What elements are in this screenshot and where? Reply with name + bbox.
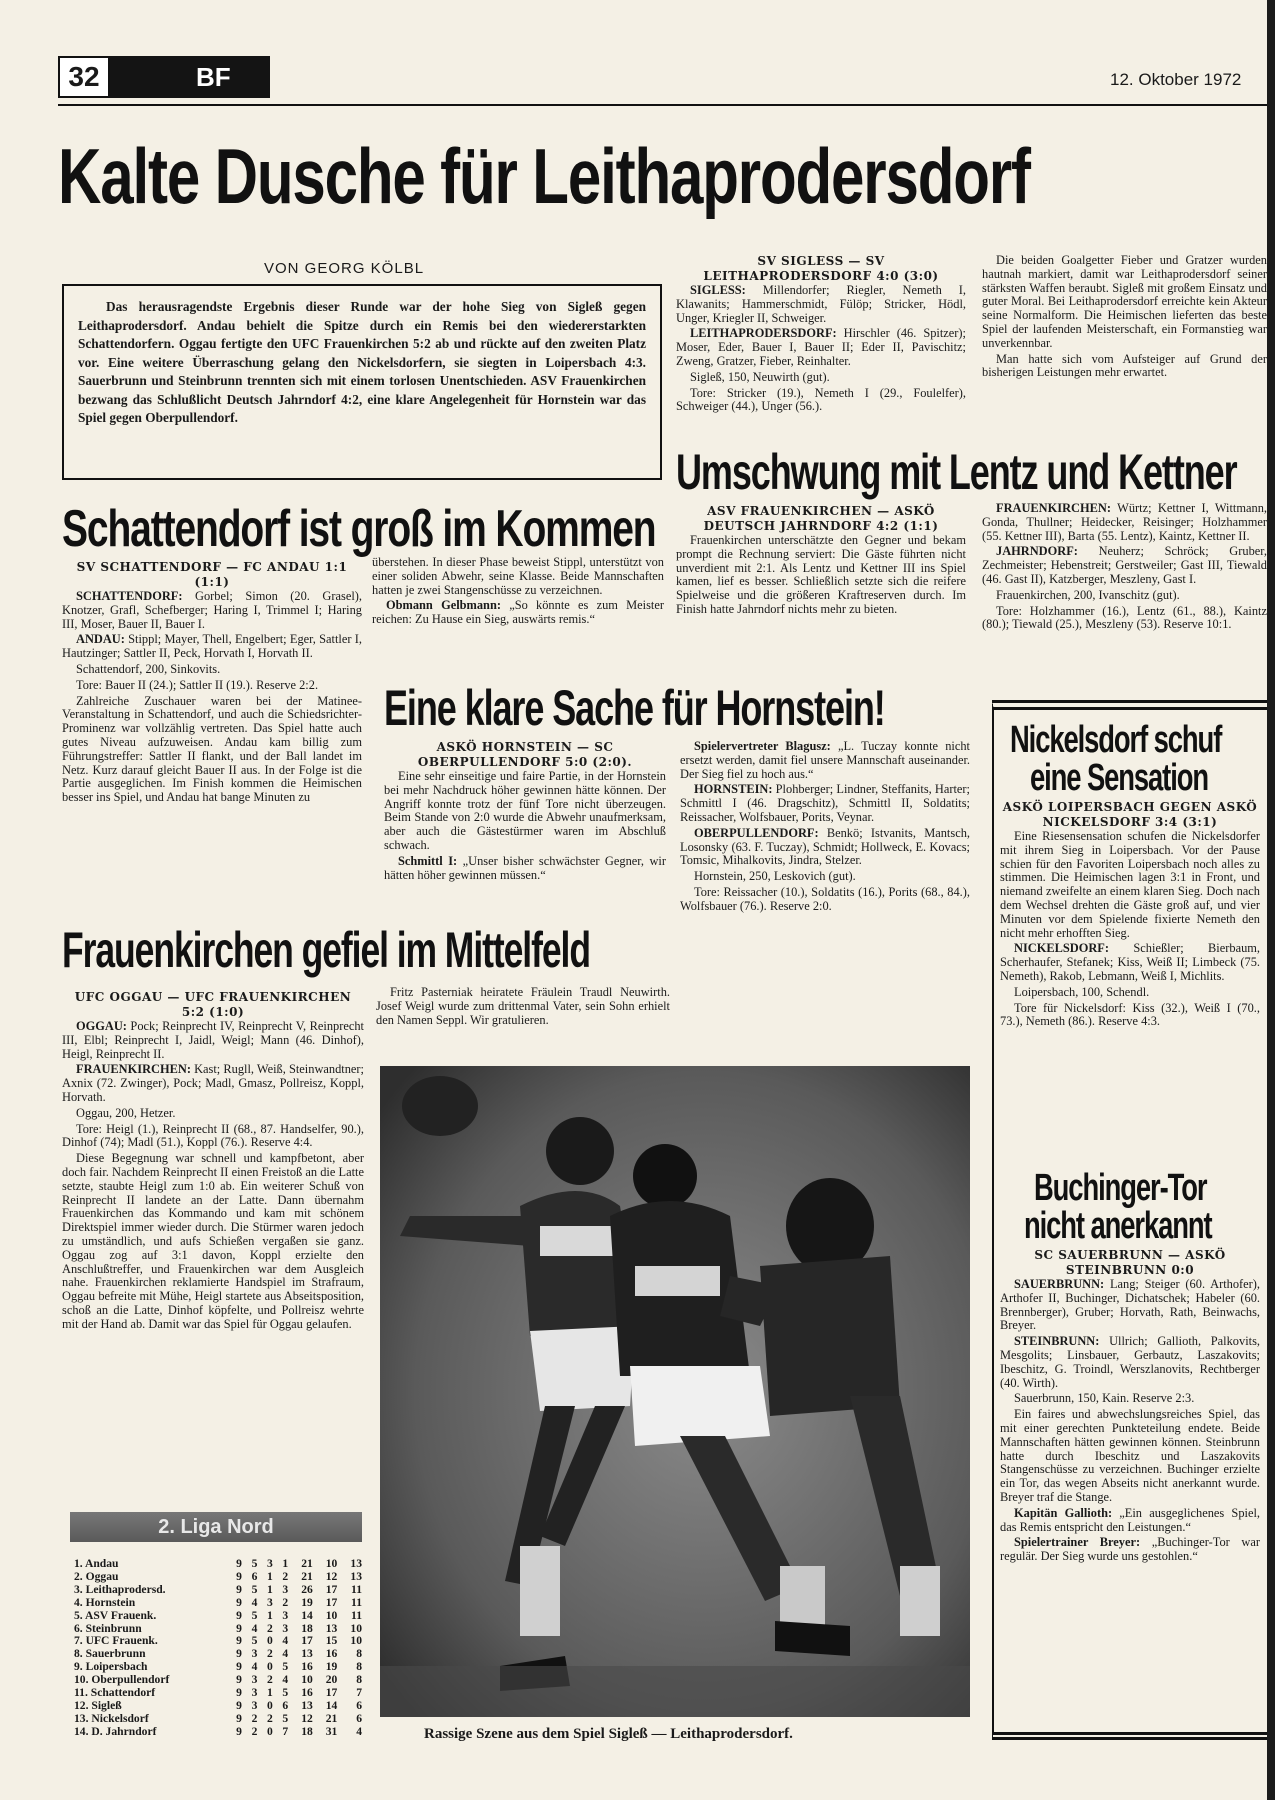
standings-team: 2. Oggau: [74, 1569, 119, 1583]
standings-value: 5: [251, 1582, 258, 1596]
standings-value: 0: [267, 1634, 273, 1648]
standings-title: 2. Liga Nord: [70, 1512, 362, 1542]
standings-value: 10: [350, 1621, 362, 1635]
standings-value: 2: [282, 1569, 289, 1583]
venue-line: Loipersbach, 100, Schendl.: [1014, 984, 1150, 999]
standings-value: 6: [356, 1698, 362, 1712]
standings-value: 11: [351, 1582, 362, 1596]
oggau-report-cont: [376, 986, 670, 1029]
standings-row: [72, 1597, 364, 1610]
team-label: LEITHAPRODERSDORF:: [690, 326, 837, 341]
main-headline: Kalte Dusche für Leithaprodersdorf: [58, 132, 1030, 220]
byline: VON GEORG KÖLBL: [264, 260, 425, 277]
body-text: Frauenkirchen unterschätzte den Gegner und bekam prompt die Rechnung serviert: Die Gäste führten nicht unverdient mit 2:1. Als Lentz und Kettner III ins Spiel kamen, lief es besser. Schließlich setzte sich die reifere Spielweise und die größeren Kraftreserven durch. Im Finish hatte Jahrndorf nichts mehr zu bieten.: [676, 533, 966, 616]
match-header: ASV FRAUENKIRCHEN — ASKÖ DEUTSCH JAHRNDORF 4:2 (1:1): [703, 504, 939, 533]
venue-line: Hornstein, 250, Leskovich (gut).: [694, 869, 856, 884]
intro-box: Das herausragendste Ergebnis dieser Runde war der hohe Sieg von Sigleß gegen Leithaprodersdorf. Andau behielt die Spitze durch ein Remis bei den wiedererstarkten Schattendorfern. Oggau fertigte den UFC Frauenkirchen 5:2 ab und rückte auf den zweiten Platz vor. Eine weitere Überraschung gelang den Nickelsdorfern, sie siegten in Loipersbach 4:3. Sauerbrunn und Steinbrunn trennten sich mit einem torlosen Unentschieden. ASV Frauenkirchen bezwang das Schlußlicht Deutsch Jahrndorf 4:2, eine klare Angelegenheit für Hornstein war das Spiel gegen Oberpullendorf.: [62, 284, 662, 480]
lineup-text: Lang; Steiger (60. Arthofer), Arthofer II, Buchinger, Dichatschek; Habeler (60. Brennberger), Gruber; Horvath, Rath, Beinwachs, Breyer.: [1000, 1277, 1260, 1333]
standings-value: 14: [301, 1608, 313, 1622]
schattendorf-report: [62, 560, 362, 807]
standings-value: 17: [325, 1686, 338, 1700]
sigless-report-cont: [982, 254, 1267, 382]
standings-value: 8: [356, 1660, 362, 1674]
quote-speaker: Spielervertreter Blagusz:: [694, 739, 831, 753]
standings-value: 9: [236, 1634, 242, 1648]
page-edge: [1267, 0, 1275, 1800]
standings-value: 16: [301, 1686, 313, 1700]
standings-value: 11: [351, 1595, 362, 1609]
standings-value: 6: [251, 1569, 258, 1583]
standings-team: 3. Leithaprodersd.: [74, 1582, 166, 1596]
standings-value: 4: [251, 1660, 258, 1674]
lineup-text: Gorbel; Simon (20. Grasel), Knotzer, Grafl, Schefberger; Haring I, Trimmel I; Haring III, Moser, Bauer II, Bauer I.: [62, 589, 362, 631]
quote-text: „L. Tuczay konnte nicht ersetzt werden, damit fiel unsere Mannschaft auseinander. Der Sieg fiel zu hoch aus.“: [680, 739, 970, 781]
standings-value: 16: [325, 1647, 338, 1661]
standings-value: 9: [236, 1698, 242, 1712]
standings-value: 9: [236, 1660, 242, 1674]
venue-line: Sigleß, 150, Neuwirth (gut).: [690, 369, 830, 384]
standings-value: 9: [236, 1595, 242, 1609]
standings-value: 19: [325, 1660, 338, 1674]
match-header: SC SAUERBRUNN — ASKÖ STEINBRUNN 0:0: [1034, 1248, 1226, 1277]
standings-row: [72, 1584, 364, 1597]
standings-value: 4: [356, 1724, 362, 1738]
team-label: ANDAU:: [76, 632, 125, 647]
standings-value: 9: [236, 1621, 242, 1635]
standings-row: [72, 1713, 364, 1726]
standings-value: 2: [267, 1647, 273, 1661]
standings-team: 12. Sigleß: [74, 1698, 122, 1712]
team-label: OBERPULLENDORF:: [694, 825, 819, 840]
standings-value: 13: [301, 1698, 313, 1712]
match-header: ASKÖ LOIPERSBACH GEGEN ASKÖ NICKELSDORF 3:4 (3:1): [1002, 800, 1258, 829]
hornstein-report-cont: [680, 740, 970, 916]
standings-value: 8: [356, 1647, 362, 1661]
standings-team: 8. Sauerbrunn: [74, 1647, 146, 1661]
standings-value: 2: [267, 1621, 273, 1635]
body-text: Eine Riesensensation schufen die Nickelsdorfer mit ihrem Sieg in Loipersbach. Vor der Pause schien für den Favoriten Loipersbach noch alles zu stimmen. Die Heimischen lagen 3:1 in Front, und niemand zweifelte an einem klaren Sieg. Doch nach dem Wechsel drehten die Gäste groß auf, und vier Minuten vor dem Spielende fixierte Nemeth den nicht mehr erhofften Sieg.: [1000, 829, 1260, 940]
standings-team: 5. ASV Frauenk.: [74, 1608, 157, 1622]
match-header: ASKÖ HORNSTEIN — SC OBERPULLENDORF 5:0 (2:0).: [417, 740, 633, 769]
standings-value: 0: [267, 1660, 273, 1674]
standings-value: 8: [356, 1673, 362, 1687]
standings-value: 18: [301, 1724, 313, 1738]
standings-value: 0: [267, 1698, 273, 1712]
standings-value: 21: [301, 1557, 313, 1570]
standings-value: 10: [325, 1557, 338, 1570]
standings-value: 0: [267, 1724, 273, 1738]
standings-value: 17: [325, 1582, 338, 1596]
nickelsdorf-report: [1000, 800, 1260, 1031]
lineup-text: Stippl; Mayer, Thell, Engelbert; Eger, Sattler I, Hautzinger; Sattler II, Peck, Horvath I, Horvath II.: [62, 632, 362, 661]
match-header: SV SIGLESS — SV LEITHAPRODERSDORF 4:0 (3:0): [703, 254, 939, 283]
quote-speaker: Spielertrainer Breyer:: [1014, 1535, 1141, 1550]
body-text: Diese Begegnung war schnell und kampfbetont, aber doch fair. Nachdem Reinprecht II einen Freistoß an die Latte setzte, staubte Heigl zum 1:0 ab. Ein weiterer Schuß von Reinprecht II landete an der Latte. Dann übernahm Frauenkirchen das Kommando und kam mit schönem Direktspiel immer wieder durch. Die Stürmer waren jedoch zu umständlich, und aufs Schießen vergaßen sie ganz. Oggau zog auf 3:1 davon, Koppl erzielte den Anschlußtreffer, und Frauenkirchen war dem Ausgleich nahe. Frauenkirchen reklamierte Handspiel im Strafraum, Oggau befreite mit Mühe, Heigl startete aus Abseitsposition, schoß an die Latte, Dinhof köpfelte, und Pollreisz wehrte mit der Hand ab. Damit war das Spiel für Oggau gelaufen.: [62, 1151, 364, 1331]
standings-value: 26: [301, 1582, 313, 1596]
standings-value: 4: [282, 1634, 289, 1648]
standings-value: 13: [350, 1557, 362, 1570]
frauenkirchen-jahrndorf-lineups: [982, 502, 1267, 634]
standings-value: 10: [325, 1608, 338, 1622]
standings-team: 1. Andau: [74, 1557, 119, 1570]
team-label: SAUERBRUNN:: [1014, 1277, 1105, 1291]
standings-value: 17: [325, 1595, 338, 1609]
standings-value: 5: [282, 1686, 289, 1700]
standings-row: [72, 1700, 364, 1713]
standings-value: 9: [236, 1608, 242, 1622]
standings-value: 1: [267, 1569, 273, 1583]
lineup-text: Ullrich; Gallioth, Palkovits, Mesgolits; Linsbauer, Gerbautz, Laszakovits; Ibeschitz, G. Troindl, Werszlanovits, Rechtberger (40. Wirth).: [1000, 1334, 1260, 1390]
quote-text: „Buchinger-Tor war regulär. Der Sieg wurde uns gestohlen.“: [1000, 1535, 1260, 1564]
standings-value: 3: [282, 1582, 289, 1596]
standings-team: 9. Loipersbach: [74, 1660, 148, 1674]
standings-value: 21: [301, 1569, 313, 1583]
buchinger-headline-line1: Buchinger-Tor: [1034, 1167, 1207, 1209]
sigless-report: [676, 254, 966, 416]
standings-value: 3: [251, 1698, 258, 1712]
standings-value: 15: [325, 1634, 338, 1648]
nickelsdorf-headline-line1: Nickelsdorf schuf: [1010, 719, 1222, 761]
standings-value: 4: [282, 1673, 289, 1687]
lineup-text: Millendorfer; Riegler, Nemeth I, Klawanits; Hammerschmidt, Fülöp; Stricker, Hödl, Unger, Kriegler II, Schweiger.: [676, 283, 966, 325]
standings-value: 10: [350, 1634, 362, 1648]
team-label: SIGLESS:: [690, 283, 746, 297]
goals-line: Tore für Nickelsdorf: Kiss (32.), Weiß I (70., 73.), Nemeth (86.). Reserve 4:3.: [1000, 1000, 1260, 1029]
players-illustration: [380, 1066, 970, 1717]
standings-value: 11: [351, 1608, 362, 1622]
photo-caption: Rassige Szene aus dem Spiel Sigleß — Leithaprodersdorf.: [424, 1726, 793, 1742]
body-text: Fritz Pasterniak heiratete Fräulein Traudl Neuwirth. Josef Weigl wurde zum drittenmal Vater, sein Sohn erhielt den Namen Seppl. Wir gratulieren.: [376, 985, 670, 1027]
team-label: SCHATTENDORF:: [76, 589, 183, 603]
frauenkirchen-jahrndorf-report: [676, 504, 966, 619]
lineup-text: Benkö; Istvanits, Mantsch, Losonsky (63. F. Tuczay), Schmidt; Hollweck, E. Kovacs; Tomsic, Mihalkovits, Jindra, Stelzer.: [680, 825, 970, 868]
standings-value: 3: [282, 1608, 289, 1622]
quote-text: „Ein ausgeglichenes Spiel, das Remis entspricht den Leistungen.“: [1000, 1505, 1260, 1534]
standings-value: 4: [282, 1647, 289, 1661]
lineup-text: Neuherz; Schröck; Gruber, Zechmeister; Hebenstreit; Gerstweiler; Gast III, Tiewald (46. Gast II), Katzberger, Meszleny, Gast I.: [982, 544, 1267, 586]
standings-value: 3: [267, 1557, 273, 1570]
team-label: FRAUENKIRCHEN:: [76, 1062, 191, 1077]
standings-team: 10. Oberpullendorf: [74, 1673, 170, 1687]
page-number: 32: [58, 56, 110, 98]
standings-value: 9: [236, 1711, 242, 1725]
body-text: Die beiden Goalgetter Fieber und Gratzer wurden hautnah markiert, damit war Leithaprodersdorf seiner stärksten Waffen beraubt. Sigleß mit großem Einsatz und guter Moral. Bei Leithaprodersdorf erreichte kein Akteur seine Normalform. Die Heimischen lieferten das beste Spiel der laufenden Meisterschaft, ein Formanstieg war unverkennbar.: [982, 253, 1267, 350]
match-header: UFC OGGAU — UFC FRAUENKIRCHEN 5:2 (1:0): [74, 990, 352, 1019]
standings-value: 4: [251, 1621, 258, 1635]
standings-team: 14. D. Jahrndorf: [74, 1724, 157, 1738]
goals-line: Tore: Bauer II (24.); Sattler II (19.). Reserve 2:2.: [76, 677, 319, 692]
standings-value: 2: [282, 1595, 289, 1609]
match-header: SV SCHATTENDORF — FC ANDAU 1:1 (1:1): [76, 560, 348, 589]
quote-speaker: Obmann Gelbmann:: [386, 598, 501, 613]
standings-value: 3: [251, 1686, 258, 1700]
standings-team: 4. Hornstein: [74, 1595, 136, 1609]
standings-value: 9: [236, 1686, 242, 1700]
standings-value: 9: [236, 1724, 242, 1738]
standings-value: 9: [236, 1557, 242, 1570]
team-label: JAHRNDORF:: [996, 544, 1078, 559]
standings-value: 18: [301, 1621, 313, 1635]
header-rule: [58, 104, 1268, 106]
standings-value: 1: [267, 1582, 273, 1596]
standings-value: 2: [267, 1711, 273, 1725]
schattendorf-report-cont: [372, 556, 664, 629]
section-banner: BF: [110, 56, 270, 98]
standings-value: 3: [251, 1673, 258, 1687]
standings-value: 13: [350, 1569, 362, 1583]
standings-value: 5: [282, 1660, 289, 1674]
standings-value: 6: [282, 1698, 289, 1712]
standings-team: 11. Schattendorf: [74, 1686, 156, 1700]
standings-team: 13. Nickelsdorf: [74, 1711, 149, 1725]
nickelsdorf-headline-line2: eine Sensation: [1030, 757, 1208, 799]
standings-value: 16: [301, 1660, 313, 1674]
standings-value: 9: [236, 1569, 242, 1583]
standings-team: 6. Steinbrunn: [74, 1621, 142, 1635]
standings-value: 3: [251, 1647, 258, 1661]
standings-value: 9: [236, 1673, 242, 1687]
issue-date: 12. Oktober 1972: [1110, 70, 1242, 89]
standings-value: 19: [301, 1595, 313, 1609]
standings-value: 12: [325, 1569, 338, 1583]
standings-value: 17: [301, 1634, 313, 1648]
umschwung-headline: Umschwung mit Lentz und Kettner: [676, 444, 1237, 500]
standings-value: 1: [267, 1608, 273, 1622]
standings-value: 2: [267, 1673, 273, 1687]
team-label: NICKELSDORF:: [1014, 941, 1110, 956]
ball: [402, 1076, 478, 1136]
body-text: Zahlreiche Zuschauer waren bei der Matinee-Veranstaltung in Schattendorf, und auch die Schiedsrichter-Prominenz war vollzählig vertreten. Das Spiel hatte auch gutes Niveau aufzuweisen. Andau kam billig zum Führungstreffer: Sattler II flankt, und der Ball landet im Netz. Kurz darauf gleicht Bauer II aus. In der Folge ist die Partie ausgeglichen. Im Finish kommen die Heimischen besser ins Spiel, und Andau hat bange Minuten zu: [62, 693, 362, 805]
lineup-text: Kast; Rugll, Weiß, Steinwandtner; Axnix (72. Zwinger), Pock; Madl, Gmasz, Pollreisz, Koppl, Horvath.: [62, 1062, 364, 1104]
goals-line: Tore: Stricker (19.), Nemeth I (29., Foulelfer), Schweiger (44.), Unger (56.).: [676, 385, 966, 414]
standings-table: [72, 1558, 364, 1739]
lineup-text: Plohberger; Lindner, Steffanits, Harter; Schmittl I (46. Dragschitz), Schmittl II, Soldatits; Reissacher, Wolfsbauer, Porits, Veynar.: [680, 782, 970, 824]
standings-value: 13: [325, 1621, 338, 1635]
schattendorf-headline: Schattendorf ist groß im Kommen: [62, 500, 656, 558]
standings-value: 7: [282, 1724, 289, 1738]
team-label: FRAUENKIRCHEN:: [996, 501, 1111, 515]
standings-value: 5: [282, 1711, 289, 1725]
standings-value: 4: [251, 1595, 258, 1609]
sauerbrunn-report: [1000, 1248, 1260, 1566]
standings-row: [72, 1558, 364, 1571]
oggau-report: [62, 990, 364, 1334]
lineup-text: Hirschler (46. Spitzer); Moser, Eder, Bauer I, Bauer II; Eder II, Pavischitz; Zweng, Gratzer, Fieber, Reinhalter.: [676, 326, 966, 368]
frauenkirchen-headline: Frauenkirchen gefiel im Mittelfeld: [62, 922, 590, 978]
quote-text: „So könnte es zum Meister reichen: Zu Hause ein Sieg, auswärts remis.“: [372, 598, 664, 627]
venue-line: Sauerbrunn, 150, Kain. Reserve 2:3.: [1014, 1391, 1195, 1406]
standings-value: 21: [325, 1711, 338, 1725]
standings-value: 20: [325, 1673, 338, 1687]
standings-value: 7: [356, 1686, 362, 1700]
lineup-text: Würtz; Kettner I, Wittmann, Gonda, Thullner; Heidecker, Reisinger; Holzhammer (55. Kettner III), Barta (55. Lentz), Kaintz, Kettner II.: [982, 501, 1267, 543]
team-label: HORNSTEIN:: [694, 782, 773, 797]
quote-text: „Unser bisher schwächster Gegner, wir hätten höher gewinnen müssen.“: [384, 853, 666, 882]
standings-value: 13: [301, 1647, 313, 1661]
quote-speaker: Schmittl I:: [398, 853, 458, 868]
hornstein-headline: Eine klare Sache für Hornstein!: [384, 680, 885, 736]
lineup-text: Schießler; Bierbaum, Scherhaufer, Stefanek; Kiss, Weiß II; Limbeck (75. Nemeth), Rakob, Lebmann, Weiß I, Michlits.: [1000, 941, 1260, 983]
hornstein-report: [384, 740, 666, 884]
standings-value: 5: [251, 1557, 258, 1570]
standings-value: 1: [267, 1686, 273, 1700]
standings-value: 5: [251, 1608, 258, 1622]
team-label: STEINBRUNN:: [1014, 1334, 1100, 1349]
standings-team: 7. UFC Frauenk.: [74, 1634, 158, 1648]
lineup-text: Pock; Reinprecht IV, Reinprecht V, Reinprecht III, Elbl; Reinprecht I, Jaidl, Weigl; Mann (46. Dinhof), Heigl, Reinprecht II.: [62, 1019, 364, 1061]
body-text: Eine sehr einseitige und faire Partie, in der Hornstein bei mehr Nachdruck höher gewinnen hätte können. Der Angriff konnte trotz der fünf Tore nicht überzeugen. Beim Stande von 2:0 wurde die Abwehr unaufmerksam, aber auch die Gästestürmer waren im Abschluß schwach.: [384, 769, 666, 852]
standings-value: 2: [251, 1711, 258, 1725]
standings-value: 2: [251, 1724, 258, 1738]
standings-row: [72, 1571, 364, 1584]
standings-value: 12: [301, 1711, 313, 1725]
body-text: Ein faires und abwechslungsreiches Spiel, das mit einer gerechten Punkteteilung endete. Beide Mannschaften hätten gewinnen können. Steinbrunn hatte durch Ibeschitz und Laszakovits Stangenschüsse zu verzeichnen. Buchinger erzielte ein Tor, das wegen Abseits nicht anerkannt wurde. Breyer traf die Stange.: [1000, 1407, 1260, 1504]
body-text: Man hatte sich vom Aufsteiger auf Grund der bisherigen Leistungen mehr erwartet.: [982, 351, 1267, 380]
body-text: überstehen. In dieser Phase beweist Stippl, unterstützt von einer soliden Abwehr, seine Klasse. Beide Mannschaften hatten je zwei Stangenschüsse zu verzeichnen.: [372, 555, 664, 597]
standings-row: [72, 1726, 364, 1739]
standings-value: 3: [267, 1595, 273, 1609]
standings-value: 9: [236, 1582, 242, 1596]
standings-value: 10: [301, 1673, 313, 1687]
goals-line: Tore: Heigl (1.), Reinprecht II (68., 87. Handselfer, 90.), Dinhof (74); Madl (51.), Koppl (76.). Reserve 4:4.: [62, 1121, 364, 1150]
standings-row: [72, 1610, 364, 1623]
venue-line: Frauenkirchen, 200, Ivanschitz (gut).: [996, 587, 1180, 602]
goals-line: Tore: Reissacher (10.), Soldatits (16.), Porits (68., 84.), Wolfsbauer (76.). Reserve 2:0.: [680, 884, 970, 913]
venue-line: Oggau, 200, Hetzer.: [76, 1105, 176, 1120]
match-photo: [380, 1066, 970, 1717]
standings-value: 1: [282, 1557, 289, 1570]
standings-value: 31: [325, 1724, 338, 1738]
standings-value: 6: [356, 1711, 362, 1725]
standings-value: 3: [282, 1621, 289, 1635]
standings-value: 14: [325, 1698, 338, 1712]
buchinger-headline-line2: nicht anerkannt: [1024, 1205, 1212, 1247]
venue-line: Schattendorf, 200, Sinkovits.: [76, 661, 221, 676]
standings-value: 9: [236, 1647, 242, 1661]
quote-speaker: Kapitän Gallioth:: [1014, 1505, 1113, 1520]
goals-line: Tore: Holzhammer (16.), Lentz (61., 88.), Kaintz (80.); Tiewald (25.), Meszleny (53). Reserve 10:1.: [982, 603, 1267, 632]
standings-value: 5: [251, 1634, 258, 1648]
team-label: OGGAU:: [76, 1019, 127, 1033]
